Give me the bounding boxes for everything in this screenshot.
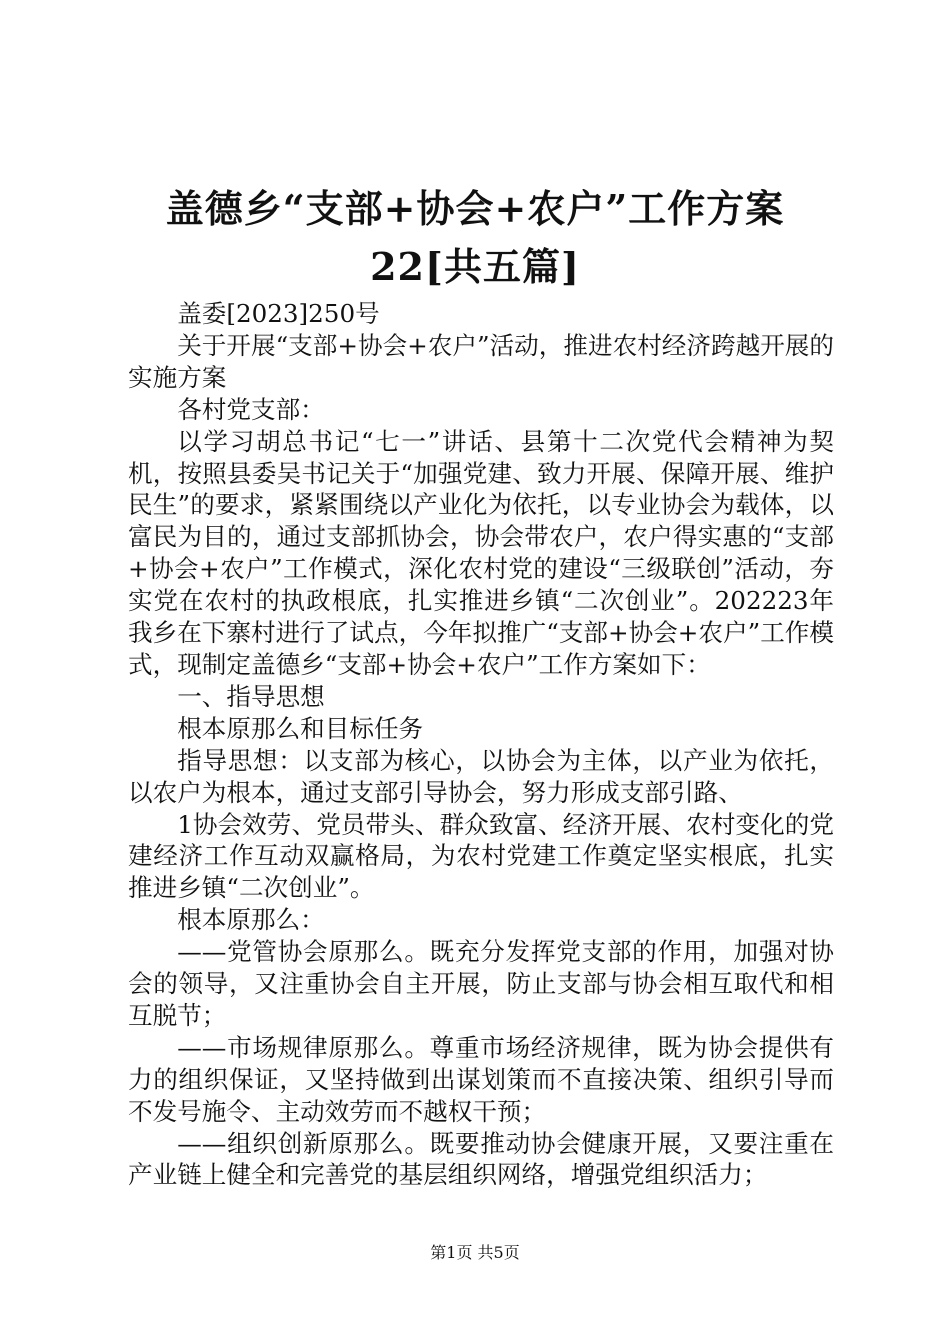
doc-number: 盖委[2023]250号 bbox=[177, 299, 380, 328]
plan-heading: 关于开展“支部+协会+农户”活动，推进农村经济跨越开展的实施方案 bbox=[128, 330, 834, 392]
document-title: 盖德乡“支部+协会+农户”工作方案22[共五篇] bbox=[165, 186, 785, 289]
intro-paragraph: 以学习胡总书记“七一”讲话、县第十二次党代会精神为契机，按照县委吴书记关于“加强党建、致力开展、保障开展、维护民生”的要求，紧紧围绕以产业化为依托，以专业协会为载体，以富民为目的，通过支部抓协会，协会带农户，农户得实惠的“支部+协会+农户”工作模式，深化农村党的建设“三级联创”活动，夯实党在农村的执政根底，扎实推进乡镇“二次创业”。202223年我乡在下寨村进行了试点，今年拟推广“支部+协会+农户”工作模式，现制定盖德乡“支部+协会+农户”工作方案如下： bbox=[128, 426, 834, 679]
salutation: 各村党支部： bbox=[177, 394, 325, 424]
guiding-thought-paragraph: 指导思想：以支部为核心，以协会为主体，以产业为依托，以农户为根本，通过支部引导协会，努力形成支部引路、 bbox=[128, 745, 834, 807]
section-heading-1: 一、指导思想 bbox=[177, 681, 325, 711]
principle-organization-innovation: ——组织创新原那么。既要推动协会健康开展，又要注重在产业链上健全和完善党的基层组织网络，增强党组织活力； bbox=[128, 1128, 834, 1190]
section-subheading: 根本原那么和目标任务 bbox=[177, 713, 424, 743]
principle-market-law: ——市场规律原那么。尊重市场经济规律，既为协会提供有力的组织保证，又坚持做到出谋划策而不直接决策、组织引导而不发号施令、主动效劳而不越权干预； bbox=[128, 1032, 834, 1126]
document-body bbox=[128, 298, 834, 1191]
page-footer: 第1页 共5页 bbox=[430, 1243, 520, 1262]
basic-principles-heading: 根本原那么： bbox=[177, 905, 325, 935]
principle-party-management: ——党管协会原那么。既充分发挥党支部的作用，加强对协会的领导，又注重协会自主开展，防止支部与协会相互取代和相互脱节； bbox=[128, 937, 834, 1030]
guiding-thought-continued: 1协会效劳、党员带头、群众致富、经济开展、农村变化的党建经济工作互动双赢格局，为农村党建工作奠定坚实根底，扎实推进乡镇“二次创业”。 bbox=[128, 809, 834, 903]
